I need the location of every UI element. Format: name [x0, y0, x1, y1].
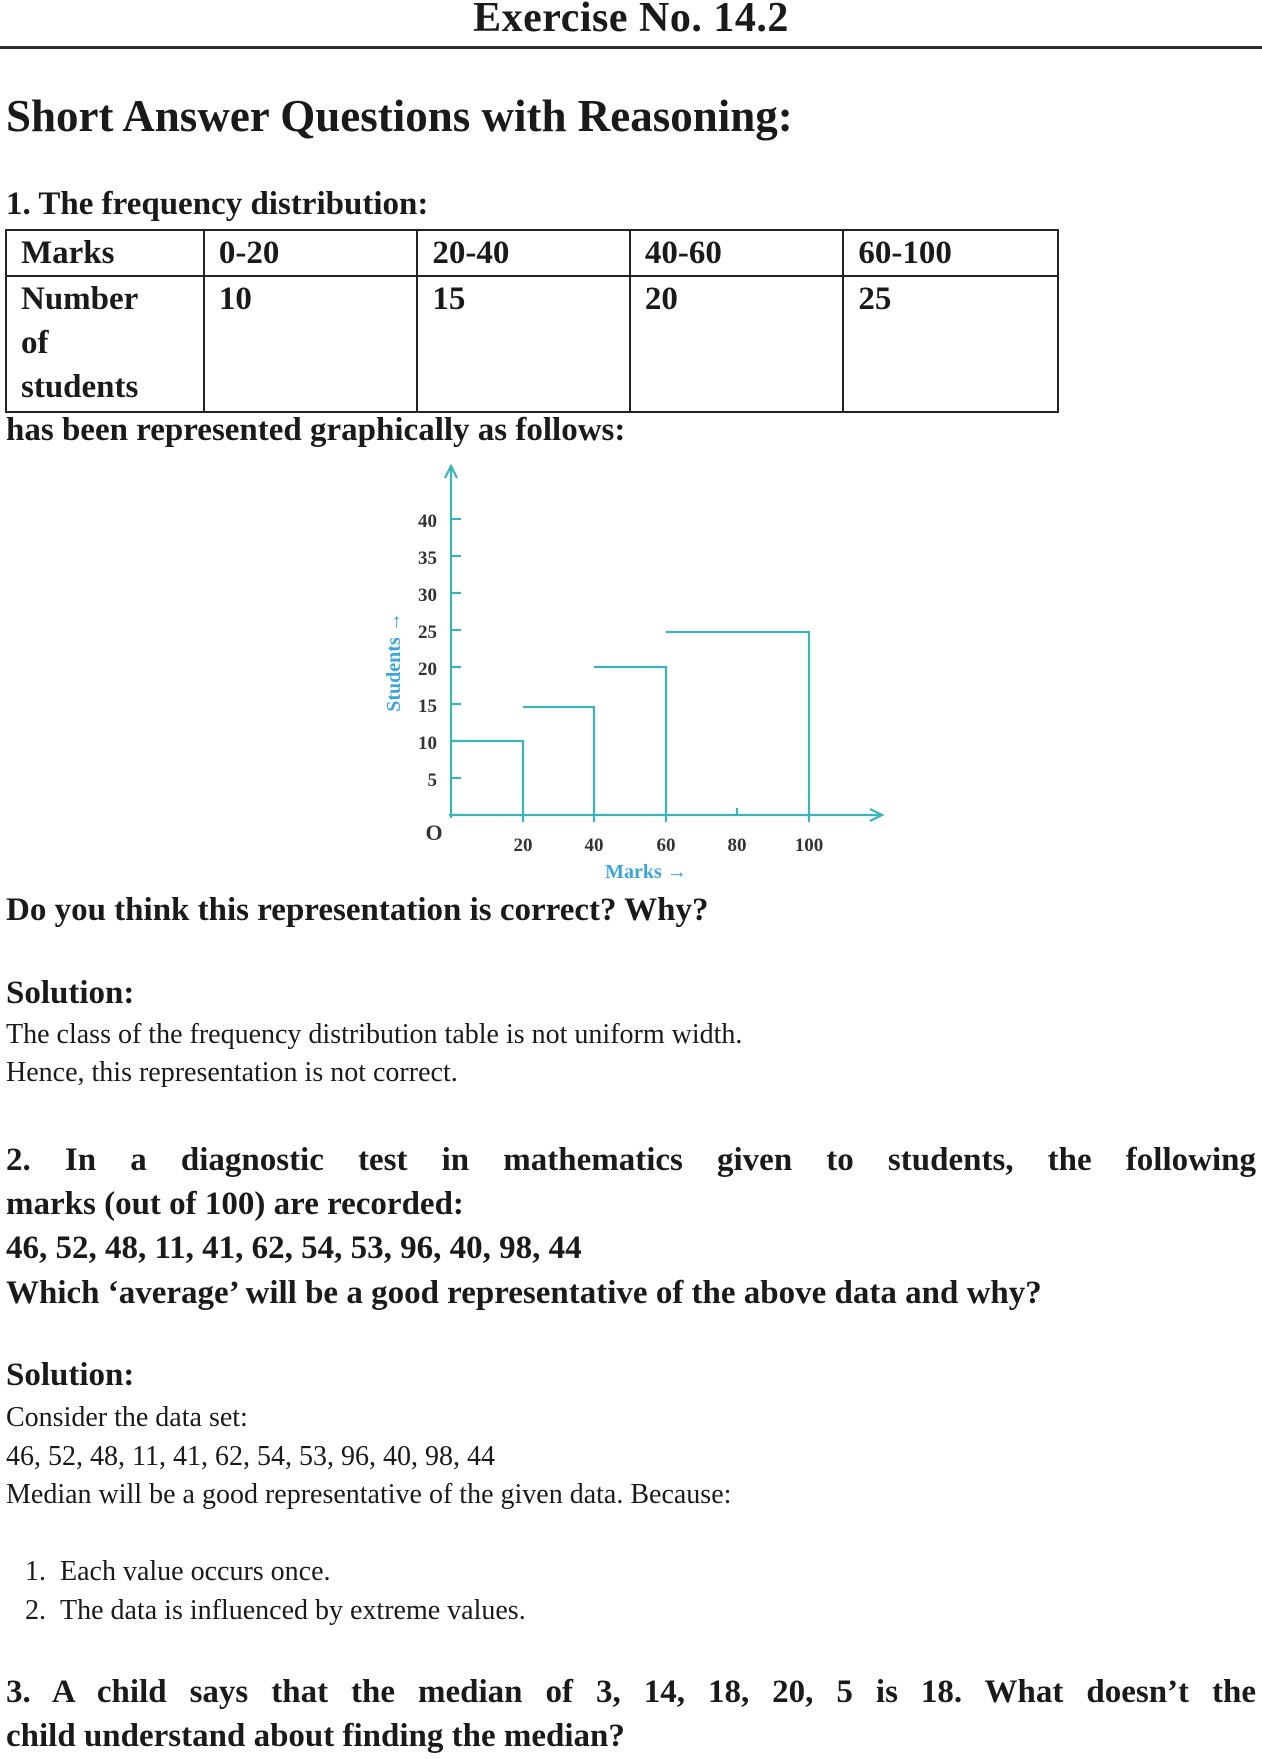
table-cell-frequency: 20 [630, 276, 844, 412]
question-2-line-1: 2. In a diagnostic test in mathematics given to students, the following [6, 1142, 1256, 1178]
solution-2-line: Consider the data set: [6, 1402, 248, 1433]
solution-1-line: Hence, this representation is not correct. [6, 1057, 458, 1088]
question-2-question: Which ‘average’ will be a good representative of the above data and why? [6, 1275, 1042, 1311]
y-tick-label: 40 [418, 511, 437, 532]
y-tick-label: 5 [427, 770, 437, 791]
origin-label: O [425, 820, 443, 845]
histogram-bar-60-100 [666, 632, 809, 822]
section-title: Short Answer Questions with Reasoning: [6, 91, 793, 141]
reason-list-item [0, 1595, 526, 1627]
question-3-line-2: child understand about finding the median? [6, 1718, 625, 1754]
row-label-line: of [21, 325, 49, 361]
histogram-chart [360, 460, 900, 890]
reason-text: The data is influenced by extreme values. [60, 1595, 526, 1626]
title-divider [0, 46, 1262, 49]
solution-2-line: 46, 52, 48, 11, 41, 62, 54, 53, 96, 40, 98, 44 [6, 1441, 495, 1472]
solution-2-line: Median will be a good representative of the given data. Because: [6, 1479, 732, 1510]
solution-1-label: Solution: [6, 975, 135, 1011]
table-cell-class: 60-100 [843, 230, 1058, 276]
after-table-text: has been represented graphically as follows: [6, 412, 626, 448]
table-header-students [6, 276, 204, 412]
x-tick-label: 40 [584, 835, 604, 856]
question-3-line-1: 3. A child says that the median of 3, 14, 18, 20, 5 is 18. What doesn’t the [6, 1674, 1256, 1710]
y-axis-label: Students → [383, 612, 405, 712]
x-tick-label: 100 [794, 835, 824, 856]
table-cell-frequency: 15 [417, 276, 630, 412]
histogram-bar-0-20 [451, 741, 523, 822]
reason-text: Each value occurs once. [60, 1556, 331, 1587]
y-tick-label: 35 [418, 548, 437, 569]
question-2-line-2: marks (out of 100) are recorded: [6, 1186, 464, 1222]
y-tick-label: 20 [418, 659, 437, 680]
row-label-line: students [21, 369, 139, 405]
table-cell-class: 20-40 [417, 230, 630, 276]
table-cell-frequency: 25 [843, 276, 1058, 412]
y-tick-label: 10 [418, 733, 437, 754]
x-tick-label: 20 [513, 835, 533, 856]
y-tick-label: 30 [418, 585, 437, 606]
solution-1-line: The class of the frequency distribution table is not uniform width. [6, 1019, 743, 1050]
table-row-marks [6, 230, 1058, 276]
table-header-marks: Marks [6, 230, 204, 276]
x-tick-label: 60 [656, 835, 676, 856]
table-row-students [6, 276, 1058, 412]
reason-number: 1. [25, 1556, 46, 1587]
question-2-data: 46, 52, 48, 11, 41, 62, 54, 53, 96, 40, 98, 44 [6, 1230, 582, 1266]
reason-number: 2. [25, 1595, 46, 1626]
question-1-intro: 1. The frequency distribution: [6, 186, 429, 222]
y-tick-label: 25 [418, 622, 437, 643]
solution-2-label: Solution: [6, 1357, 135, 1393]
table-cell-class: 40-60 [630, 230, 844, 276]
question-1-text: Do you think this representation is correct? Why? [6, 892, 709, 928]
exercise-title: Exercise No. 14.2 [473, 0, 789, 41]
x-tick-label: 80 [727, 835, 747, 856]
histogram-bar-40-60 [594, 667, 666, 822]
histogram-bar-20-40 [523, 707, 594, 822]
table-cell-frequency: 10 [204, 276, 418, 412]
y-tick-label: 15 [418, 696, 437, 717]
frequency-table [5, 229, 1059, 413]
row-label-line: Number [21, 281, 139, 317]
table-cell-class: 0-20 [204, 230, 418, 276]
x-axis-label: Marks → [605, 861, 687, 883]
reason-list-item [0, 1556, 331, 1588]
